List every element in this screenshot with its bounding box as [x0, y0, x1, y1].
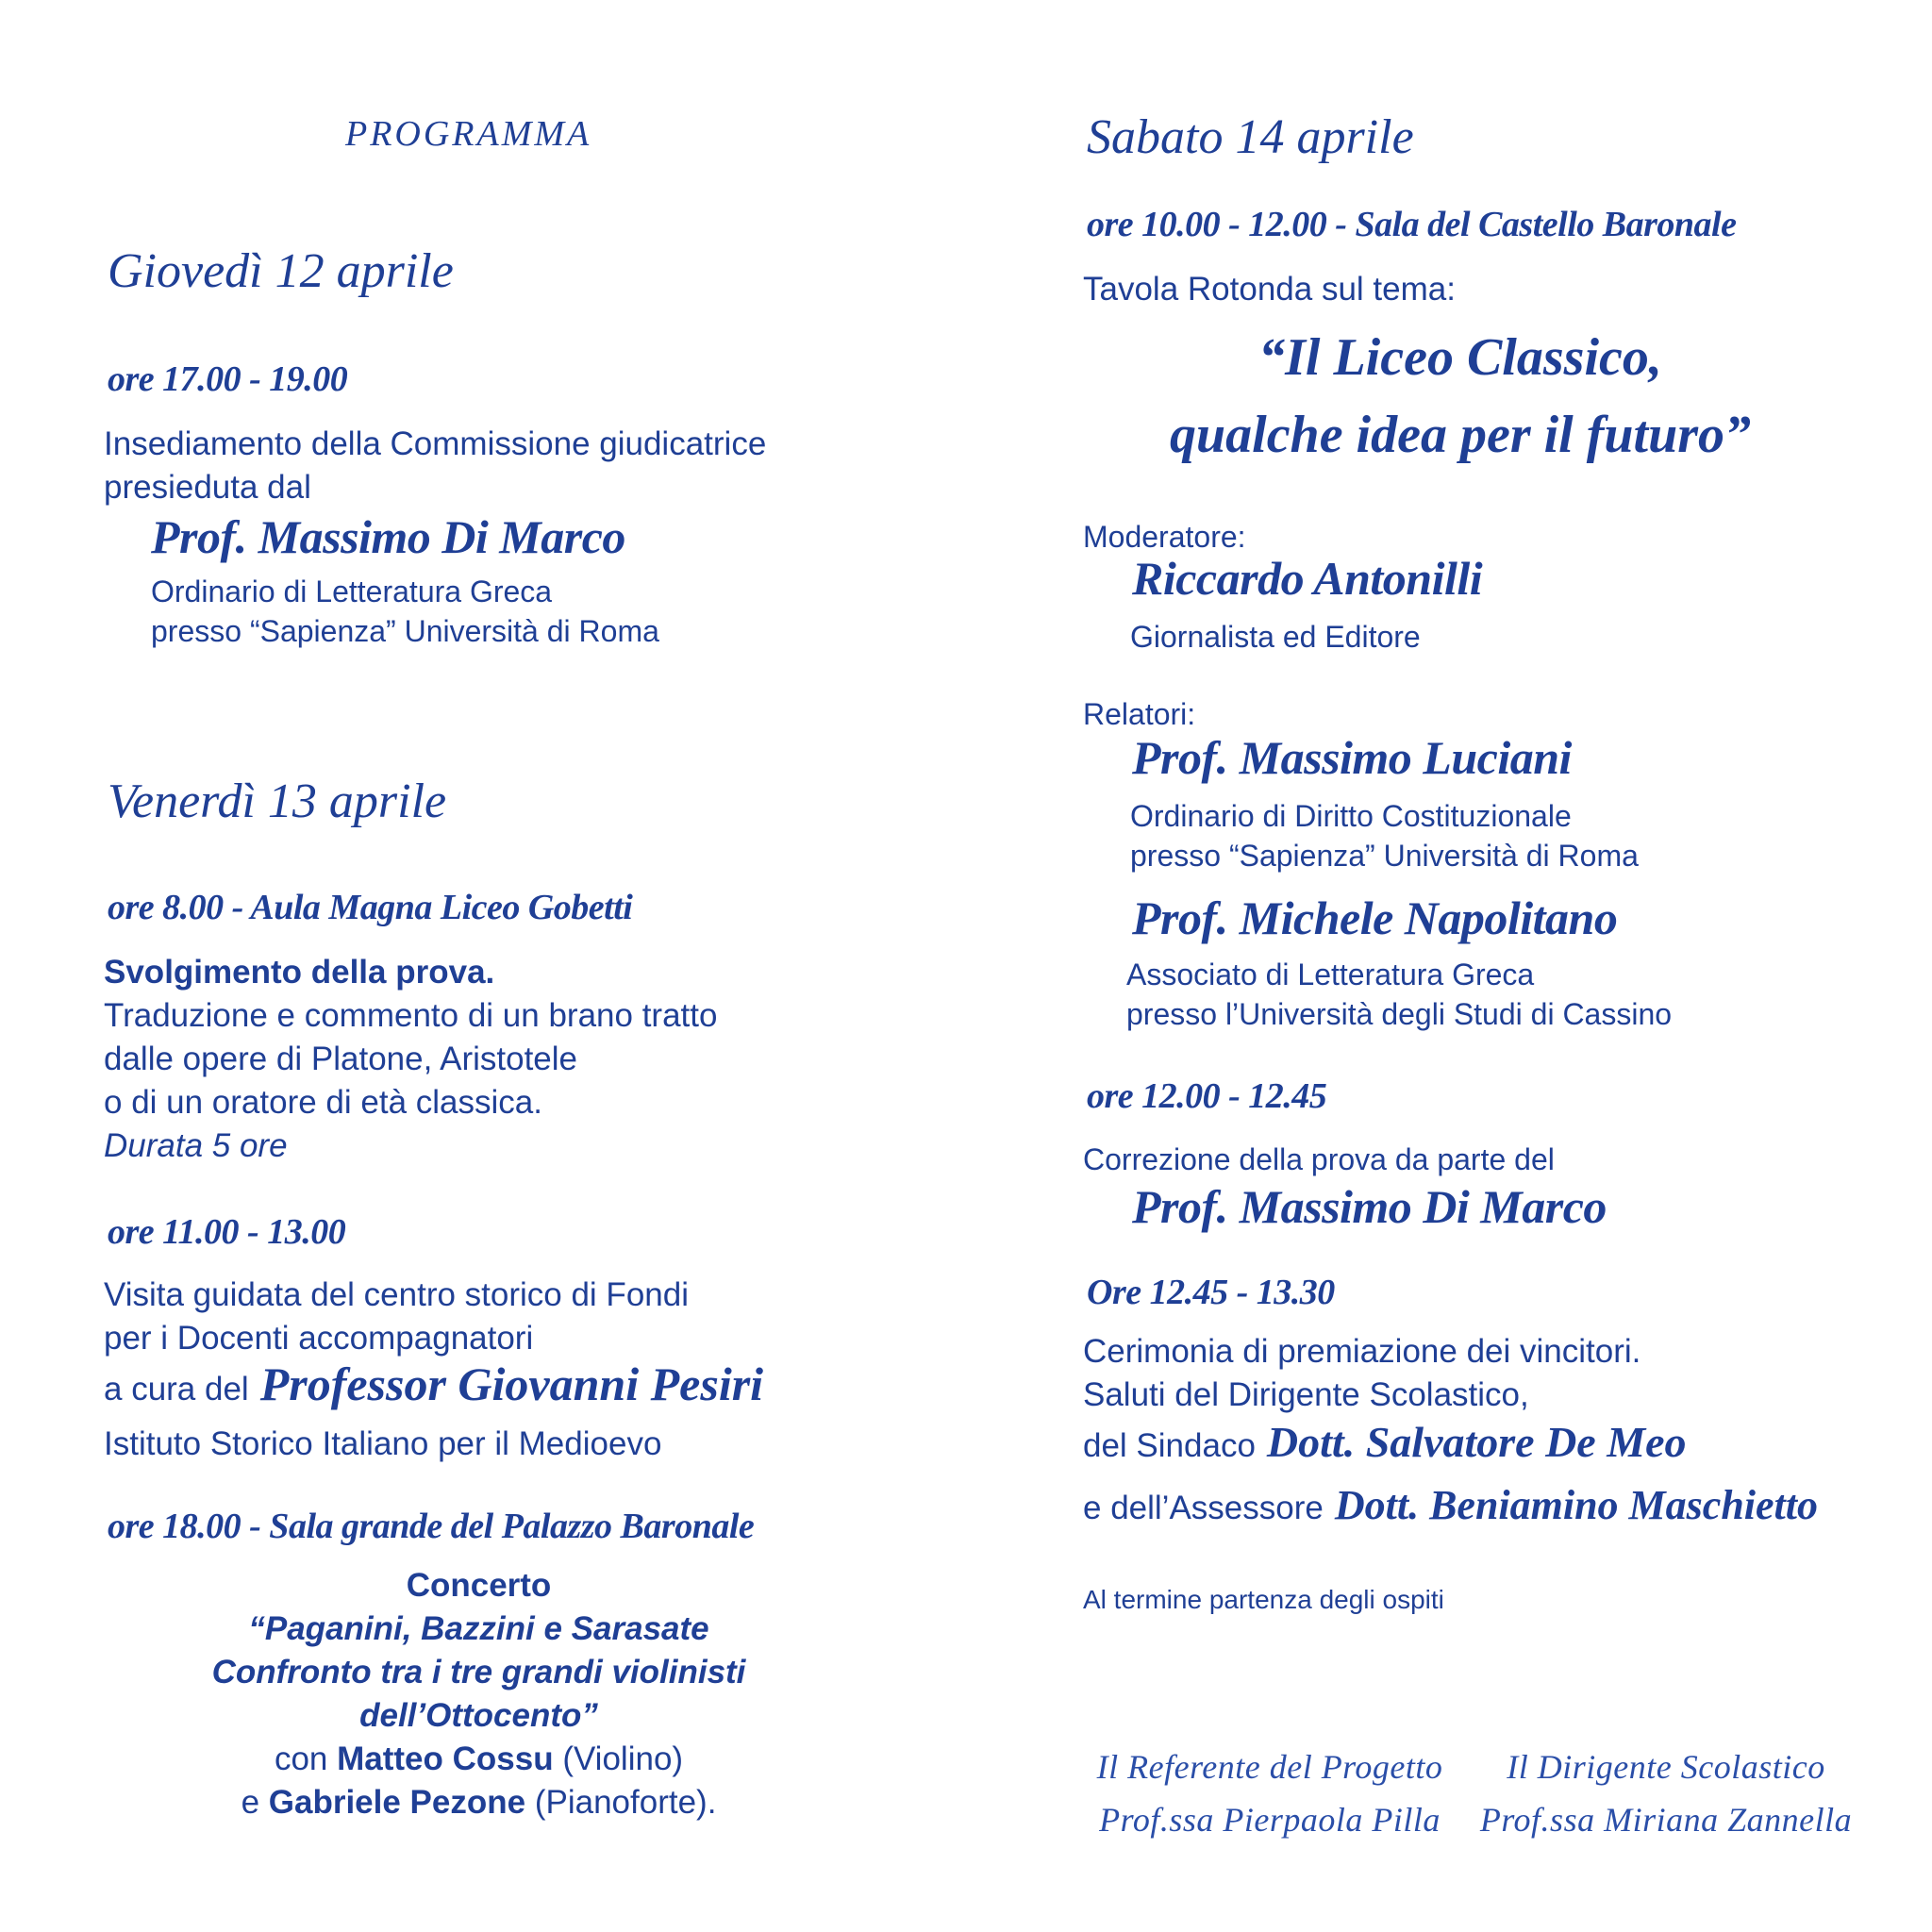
thursday-line2: presieduta dal	[104, 469, 311, 506]
signature-right-name: Prof.ssa Miriana Zannella	[1479, 1801, 1853, 1839]
saturday-slot3-line2: Saluti del Dirigente Scolastico,	[1083, 1376, 1529, 1413]
saturday-intro: Tavola Rotonda sul tema:	[1083, 271, 1456, 308]
friday-slot1-line1: Traduzione e commento di un brano tratto	[104, 997, 718, 1034]
theme-line1: “Il Liceo Classico,	[1258, 328, 1662, 387]
signature-left-name: Prof.ssa Pierpaola Pilla	[1099, 1801, 1441, 1839]
speaker1-role1: Ordinario di Diritto Costituzionale	[1130, 799, 1572, 833]
theme-line2: qualche idea per il futuro”	[1169, 406, 1752, 464]
time-friday-slot2: ore 11.00 - 13.00	[108, 1212, 346, 1252]
mayor-name: Dott. Salvatore De Meo	[1266, 1418, 1687, 1466]
moderator-name: Riccardo Antonilli	[1132, 552, 1483, 605]
friday-slot2-line1: Visita guidata del centro storico di Fondi	[104, 1276, 689, 1313]
thursday-person: Prof. Massimo Di Marco	[151, 510, 625, 563]
speakers-label: Relatori:	[1083, 697, 1196, 731]
concert-performer1	[104, 1738, 854, 1781]
saturday-councillor	[1083, 1481, 1818, 1530]
saturday-slot2-person: Prof. Massimo Di Marco	[1132, 1180, 1607, 1233]
day-title-friday: Venerdì 13 aprile	[108, 774, 447, 828]
concert-title1: “Paganini, Bazzini e Sarasate	[248, 1610, 709, 1647]
time-friday-slot1: ore 8.00 - Aula Magna Liceo Gobetti	[108, 888, 633, 927]
thursday-role1: Ordinario di Letteratura Greca	[151, 575, 553, 608]
concert-title3: dell’Ottocento”	[359, 1697, 598, 1734]
day-title-saturday: Sabato 14 aprile	[1087, 110, 1414, 164]
concert-label: Concerto	[406, 1567, 552, 1604]
day-title-thursday: Giovedì 12 aprile	[108, 244, 454, 298]
speaker1-name: Prof. Massimo Luciani	[1132, 731, 1572, 784]
speaker2-role2: presso l’Università degli Studi di Cassino	[1126, 997, 1673, 1031]
mayor-prefix: del Sindaco	[1083, 1427, 1256, 1464]
friday-slot2-guide	[104, 1357, 763, 1411]
performer2-name: Gabriele Pezone	[268, 1784, 526, 1821]
friday-slot1-line2: dalle opere di Platone, Aristotele	[104, 1041, 577, 1077]
performer2-instrument: (Pianoforte).	[534, 1784, 717, 1821]
concert-block	[104, 1564, 854, 1824]
time-saturday-slot3: Ore 12.45 - 13.30	[1087, 1273, 1335, 1312]
speaker1-role2: presso “Sapienza” Università di Roma	[1130, 839, 1639, 873]
round-table-theme	[1083, 319, 1838, 474]
guide-prefix: a cura del	[104, 1371, 249, 1407]
friday-slot2-line2: per i Docenti accompagnatori	[104, 1320, 534, 1357]
friday-slot1-headline: Svolgimento della prova.	[104, 954, 495, 991]
friday-slot1-duration: Durata 5 ore	[104, 1127, 288, 1164]
saturday-slot2-line1: Correzione della prova da parte del	[1083, 1142, 1555, 1176]
moderator-role: Giornalista ed Editore	[1130, 620, 1421, 654]
with-prefix: con	[274, 1740, 328, 1777]
signature-right-title: Il Dirigente Scolastico	[1507, 1748, 1825, 1786]
saturday-slot3-line1: Cerimonia di premiazione dei vincitori.	[1083, 1333, 1641, 1370]
concert-title2: Confronto tra i tre grandi violinisti	[211, 1654, 746, 1690]
thursday-line1: Insediamento della Commissione giudicatrice	[104, 425, 767, 462]
performer1-instrument: (Violino)	[562, 1740, 684, 1777]
time-thursday: ore 17.00 - 19.00	[108, 359, 348, 399]
program-heading: PROGRAMMA	[345, 114, 592, 154]
concert-performer2	[104, 1781, 854, 1824]
guide-person: Professor Giovanni Pesiri	[259, 1357, 764, 1410]
councillor-prefix: e dell’Assessore	[1083, 1490, 1324, 1526]
saturday-mayor	[1083, 1417, 1687, 1468]
time-saturday-slot1: ore 10.00 - 12.00 - Sala del Castello Baronale	[1087, 205, 1737, 244]
time-saturday-slot2: ore 12.00 - 12.45	[1087, 1076, 1327, 1116]
and-prefix: e	[241, 1784, 260, 1821]
moderator-label: Moderatore:	[1083, 520, 1246, 554]
time-friday-slot3: ore 18.00 - Sala grande del Palazzo Baronale	[108, 1507, 755, 1546]
signature-left-title: Il Referente del Progetto	[1096, 1748, 1443, 1786]
thursday-role2: presso “Sapienza” Università di Roma	[151, 614, 659, 648]
performer1-name: Matteo Cossu	[337, 1740, 554, 1777]
speaker2-role1: Associato di Letteratura Greca	[1126, 958, 1535, 991]
councillor-name: Dott. Beniamino Maschietto	[1334, 1482, 1819, 1528]
friday-slot1-line3: o di un oratore di età classica.	[104, 1084, 542, 1121]
friday-slot2-line3: Istituto Storico Italiano per il Medioevo	[104, 1425, 662, 1462]
speaker2-name: Prof. Michele Napolitano	[1132, 891, 1618, 944]
closing-note: Al termine partenza degli ospiti	[1083, 1585, 1444, 1614]
